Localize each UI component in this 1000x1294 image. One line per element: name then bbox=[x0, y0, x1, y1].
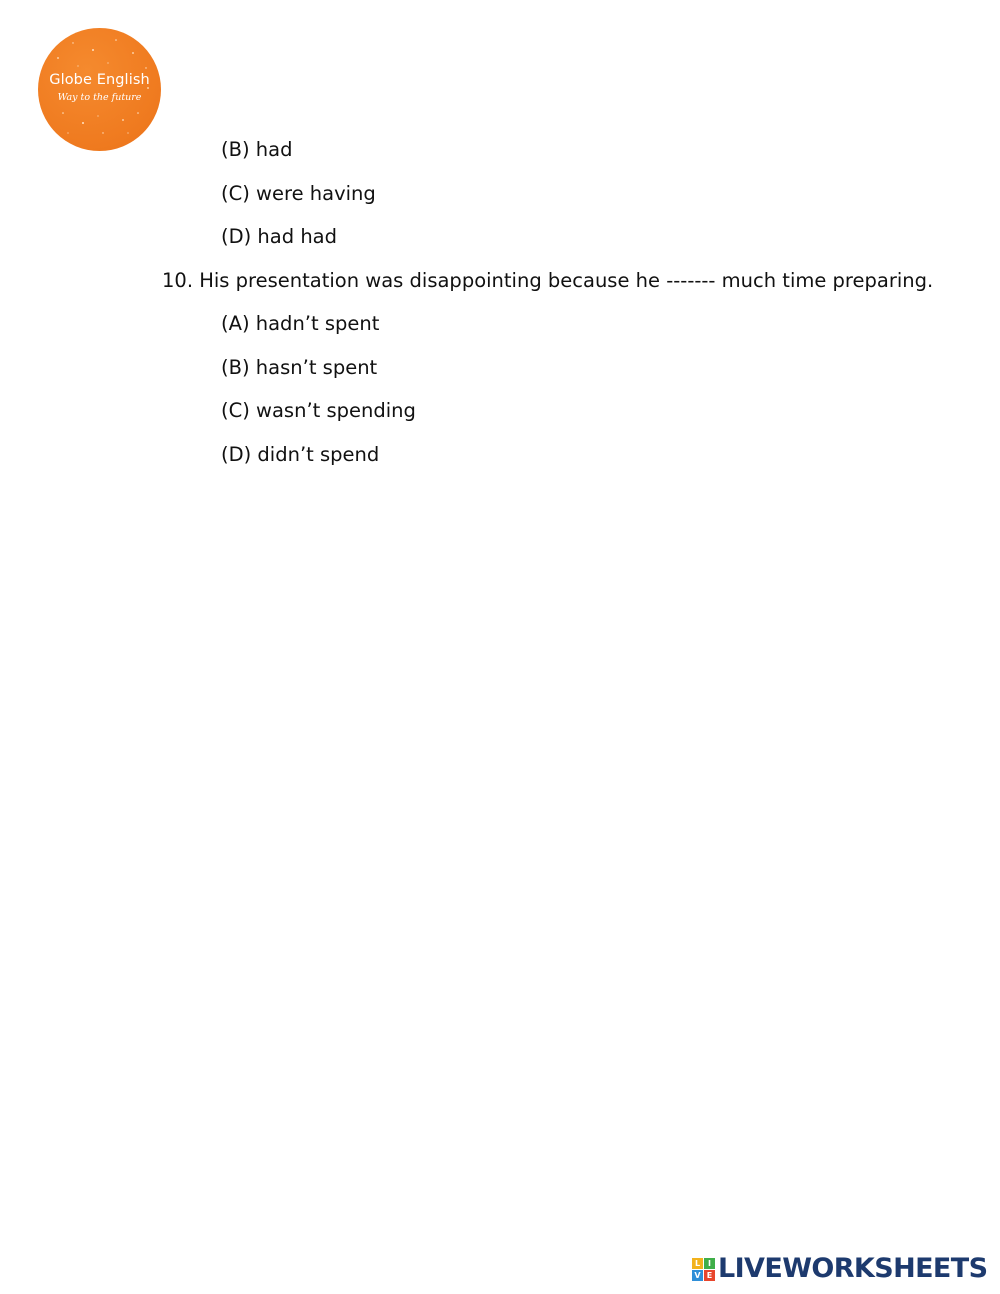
liveworksheets-logo bbox=[692, 1255, 987, 1283]
logo-tagline: Way to the future bbox=[57, 92, 142, 103]
globe-english-logo bbox=[38, 28, 161, 151]
brand-block: I bbox=[704, 1258, 715, 1269]
answer-option: (B) had bbox=[221, 138, 293, 161]
logo-speckle-texture bbox=[38, 28, 161, 151]
answer-option: (D) had had bbox=[221, 225, 338, 248]
brand-block: V bbox=[692, 1270, 703, 1281]
answer-option: (A) hadn’t spent bbox=[221, 312, 380, 335]
brand-name: LIVEWORKSHEETS bbox=[718, 1253, 988, 1284]
answer-option: (C) were having bbox=[221, 182, 376, 205]
logo-title: Globe English bbox=[49, 72, 150, 88]
answer-option: (D) didn’t spend bbox=[221, 443, 380, 466]
answer-option: (B) hasn’t spent bbox=[221, 356, 378, 379]
question-10: 10. His presentation was disappointing because he ------- much time preparing. bbox=[162, 269, 934, 292]
brand-block: L bbox=[692, 1258, 703, 1269]
brand-blocks-icon bbox=[692, 1258, 715, 1281]
brand-block: E bbox=[704, 1270, 715, 1281]
answer-option: (C) wasn’t spending bbox=[221, 399, 416, 422]
